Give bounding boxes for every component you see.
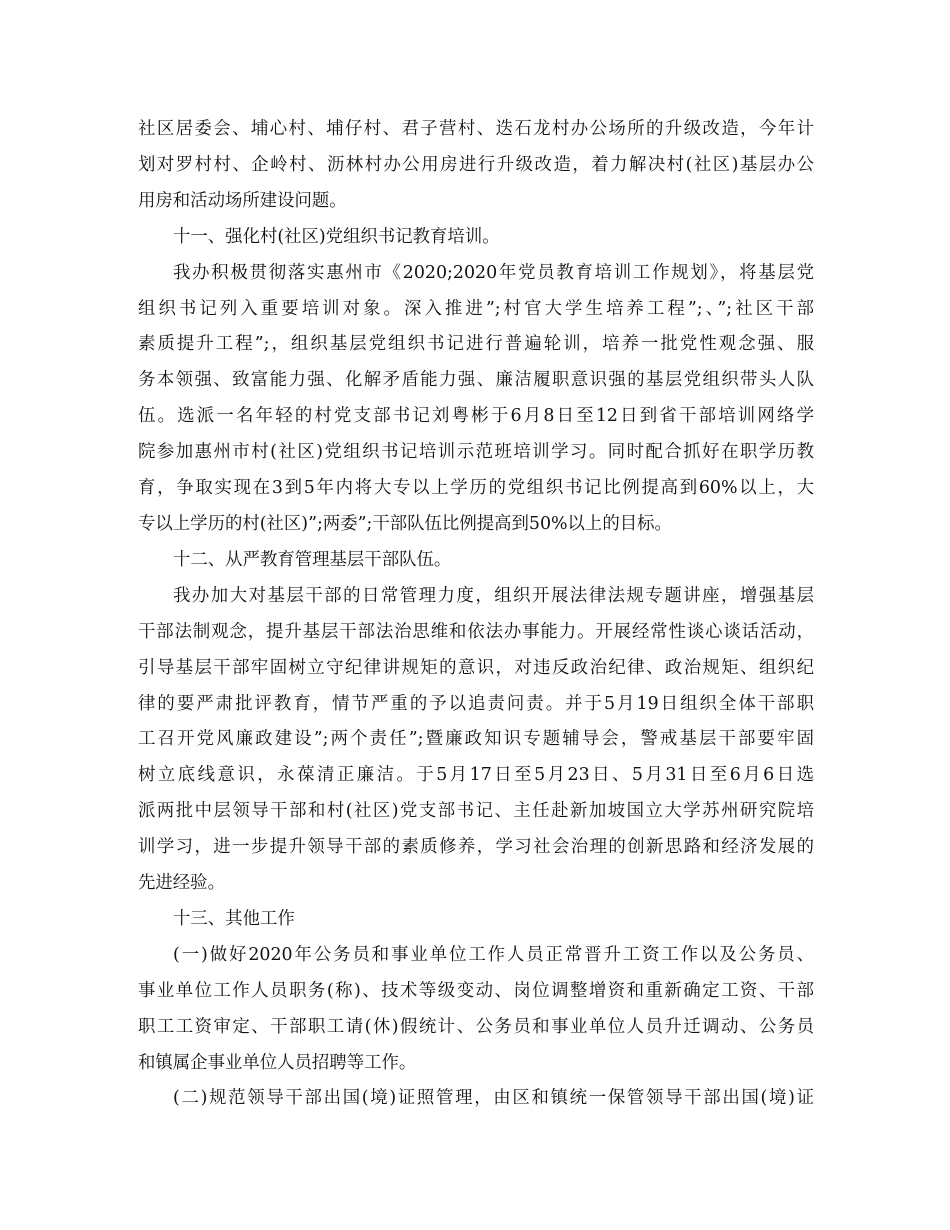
section-heading: 十三、其他工作 bbox=[173, 908, 295, 929]
text-line: 社区居委会、埔心村、埔仔村、君子营村、迭石龙村办公场所的升级改造，今年计 bbox=[138, 119, 814, 139]
text-line: 我办加大对基层干部的日常管理力度，组织开展法律法规专题讲座，增强基层 bbox=[173, 585, 814, 606]
text-line: (一)做好2020年公务员和事业单位工作人员正常晋升工资工作以及公务员、 bbox=[173, 944, 814, 965]
text-line: (二)规范领导干部出国(境)证照管理，由区和镇统一保管领导干部出国(境)证 bbox=[173, 1088, 814, 1109]
text-line: 用房和活动场所建设问题。 bbox=[138, 190, 347, 211]
text-line: 院参加惠州市村(社区)党组织书记培训示范班培训学习。同时配合抓好在职学历教 bbox=[138, 442, 814, 463]
section-heading: 十一、强化村(社区)党组织书记教育培训。 bbox=[173, 226, 500, 247]
text-line: 我办积极贯彻落实惠州市《2020;2020年党员教育培训工作规划》，将基层党 bbox=[173, 262, 814, 283]
text-line: 组织书记列入重要培训对象。深入推进”;村官大学生培养工程”;、”;社区干部 bbox=[138, 298, 814, 319]
text-line: 伍。选派一名年轻的村党支部书记刘粤彬于6月8日至12日到省干部培训网络学 bbox=[138, 406, 814, 427]
text-line: 素质提升工程”;，组织基层党组织书记进行普遍轮训，培养一批党性观念强、服 bbox=[138, 334, 814, 355]
text-line: 事业单位工作人员职务(称)、技术等级变动、岗位调整增资和重新确定工资、干部 bbox=[138, 980, 814, 1001]
text-line: 律的要严肃批评教育，情节严重的予以追责问责。并于5月19日组织全体干部职 bbox=[138, 693, 814, 714]
text-line: 专以上学历的村(社区)”;两委”;干部队伍比例提高到50%以上的目标。 bbox=[138, 513, 672, 534]
document-body bbox=[138, 112, 814, 1117]
text-line: 育，争取实现在3到5年内将大专以上学历的党组织书记比例提高到60%以上，大 bbox=[138, 478, 814, 499]
text-line: 干部法制观念，提升基层干部法治思维和依法办事能力。开展经常性谈心谈话活动， bbox=[138, 621, 814, 642]
text-line: 引导基层干部牢固树立守纪律讲规矩的意识，对违反政治纪律、政治规矩、组织纪 bbox=[138, 657, 814, 678]
text-line: 务本领强、致富能力强、化解矛盾能力强、廉洁履职意识强的基层党组织带头人队 bbox=[138, 370, 814, 391]
text-line: 派两批中层领导干部和村(社区)党支部书记、主任赴新加坡国立大学苏州研究院培 bbox=[138, 801, 814, 822]
text-line: 和镇属企事业单位人员招聘等工作。 bbox=[138, 1052, 417, 1073]
text-line: 划对罗村村、企岭村、沥林村办公用房进行升级改造，着力解决村(社区)基层办公 bbox=[138, 154, 814, 175]
text-line: 树立底线意识，永葆清正廉洁。于5月17日至5月23日、5月31日至6月6日选 bbox=[138, 765, 814, 786]
section-heading: 十二、从严教育管理基层干部队伍。 bbox=[173, 549, 452, 570]
text-line: 先进经验。 bbox=[138, 873, 225, 894]
text-line: 职工工资审定、干部职工请(休)假统计、公务员和事业单位人员升迁调动、公务员 bbox=[138, 1016, 814, 1037]
text-line: 工召开党风廉政建设”;两个责任”;暨廉政知识专题辅导会，警戒基层干部要牢固 bbox=[138, 729, 814, 750]
text-line: 训学习，进一步提升领导干部的素质修养，学习社会治理的创新思路和经济发展的 bbox=[138, 837, 814, 858]
